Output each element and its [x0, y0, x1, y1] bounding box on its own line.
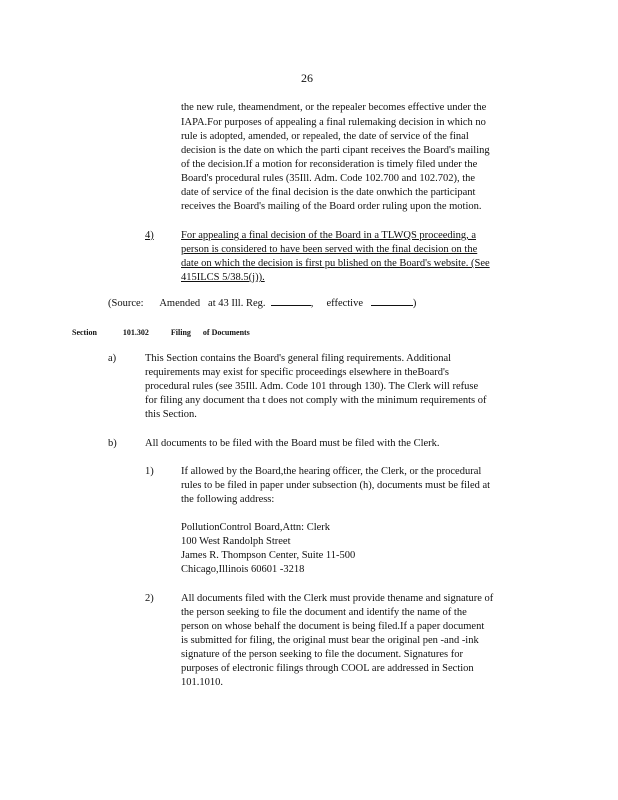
- page-number: 26: [301, 71, 313, 85]
- section-heading: [72, 326, 250, 339]
- item-2-line: 101.1010.: [181, 677, 223, 688]
- paragraph-line: the new rule, theamendment, or the repealer becomes effective under the: [181, 102, 487, 113]
- item-a-line: this Section.: [145, 409, 197, 420]
- register-page-blank: [271, 305, 311, 306]
- item-b-letter: b): [108, 438, 117, 449]
- source-prefix: (Source:: [108, 298, 144, 309]
- item-a-line: for filing any document tha t does not comply with the minimum requirements of: [145, 395, 487, 406]
- item-a-line: requirements may exist for specific proceedings elsewhere in theBoard's: [145, 367, 449, 378]
- paragraph-line: Board's procedural rules (35Ill. Adm. Code 102.700 and 102.702), the: [181, 173, 476, 184]
- section-number: 101.302: [122, 328, 149, 337]
- item-2-line: signature of the person seeking to file the document. Signatures for: [181, 649, 463, 660]
- source-register: at 43 Ill. Reg.: [208, 298, 266, 309]
- item-4-line: date on which the decision is first pu blished on the Board's website. (See: [181, 258, 490, 269]
- effective-date-blank: [371, 305, 413, 306]
- item-1-line: rules to be filed in paper under subsection (h), documents must be filed at: [181, 480, 491, 491]
- item-1-line: If allowed by the Board,the hearing officer, the Clerk, or the procedural: [181, 466, 482, 477]
- item-1-number: 1): [145, 466, 154, 477]
- paragraph-line: of the decision.If a motion for reconsideration is timely filed under the: [181, 159, 478, 170]
- paragraph-line: decision is the date on which the parti cipant receives the Board's mailing: [181, 145, 490, 156]
- source-comma: ,: [310, 298, 314, 309]
- item-4-line: person is considered to have been served with the final decision on the: [181, 244, 478, 255]
- address-line: James R. Thompson Center, Suite 11-500: [181, 550, 356, 561]
- address-line: 100 West Randolph Street: [181, 536, 291, 547]
- item-1-line: the following address:: [181, 494, 275, 505]
- item-b-text: All documents to be filed with the Board must be filed with the Clerk.: [145, 438, 440, 449]
- paragraph-line: rule is adopted, amended, or repealed, the date of service of the final: [181, 131, 469, 142]
- address-line: PollutionControl Board,Attn: Clerk: [181, 522, 331, 533]
- item-a-letter: a): [108, 353, 117, 364]
- section-title-part-1: Filing: [170, 328, 191, 337]
- source-note: [108, 297, 416, 310]
- item-a-line: procedural rules (see 35Ill. Adm. Code 101 through 130). The Clerk will refuse: [145, 381, 479, 392]
- item-2-number: 2): [145, 593, 154, 604]
- source-amended: Amended: [159, 298, 201, 309]
- section-title-part-2: of Documents: [202, 328, 250, 337]
- paragraph-line: receives the Board's mailing of the Board order ruling upon the motion.: [181, 201, 482, 212]
- item-2-line: All documents filed with the Clerk must provide thename and signature of: [181, 593, 494, 604]
- item-4-line: 415ILCS 5/38.5(j)).: [181, 272, 265, 283]
- item-2-line: purposes of electronic filings through COOL are addressed in Section: [181, 663, 474, 674]
- source-effective: effective: [326, 298, 364, 309]
- section-label: Section: [72, 328, 97, 337]
- item-4-number: 4): [145, 230, 154, 241]
- item-2-line: the person seeking to file the document and identify the name of the: [181, 607, 467, 618]
- item-2-line: is submitted for filing, the original must bear the original pen -and -ink: [181, 635, 479, 646]
- paragraph-line: date of service of the final decision is the date onwhich the participant: [181, 187, 476, 198]
- address-line: Chicago,Illinois 60601 -3218: [181, 564, 305, 575]
- item-a-line: This Section contains the Board's general filing requirements. Additional: [145, 353, 452, 364]
- paragraph-line: IAPA.For purposes of appealing a final rulemaking decision in which no: [181, 117, 486, 128]
- item-2-line: person on whose behalf the document is being filed.If a paper document: [181, 621, 485, 632]
- source-close: ): [412, 298, 417, 309]
- item-4-line: For appealing a final decision of the Board in a TLWQS proceeding, a: [181, 230, 476, 241]
